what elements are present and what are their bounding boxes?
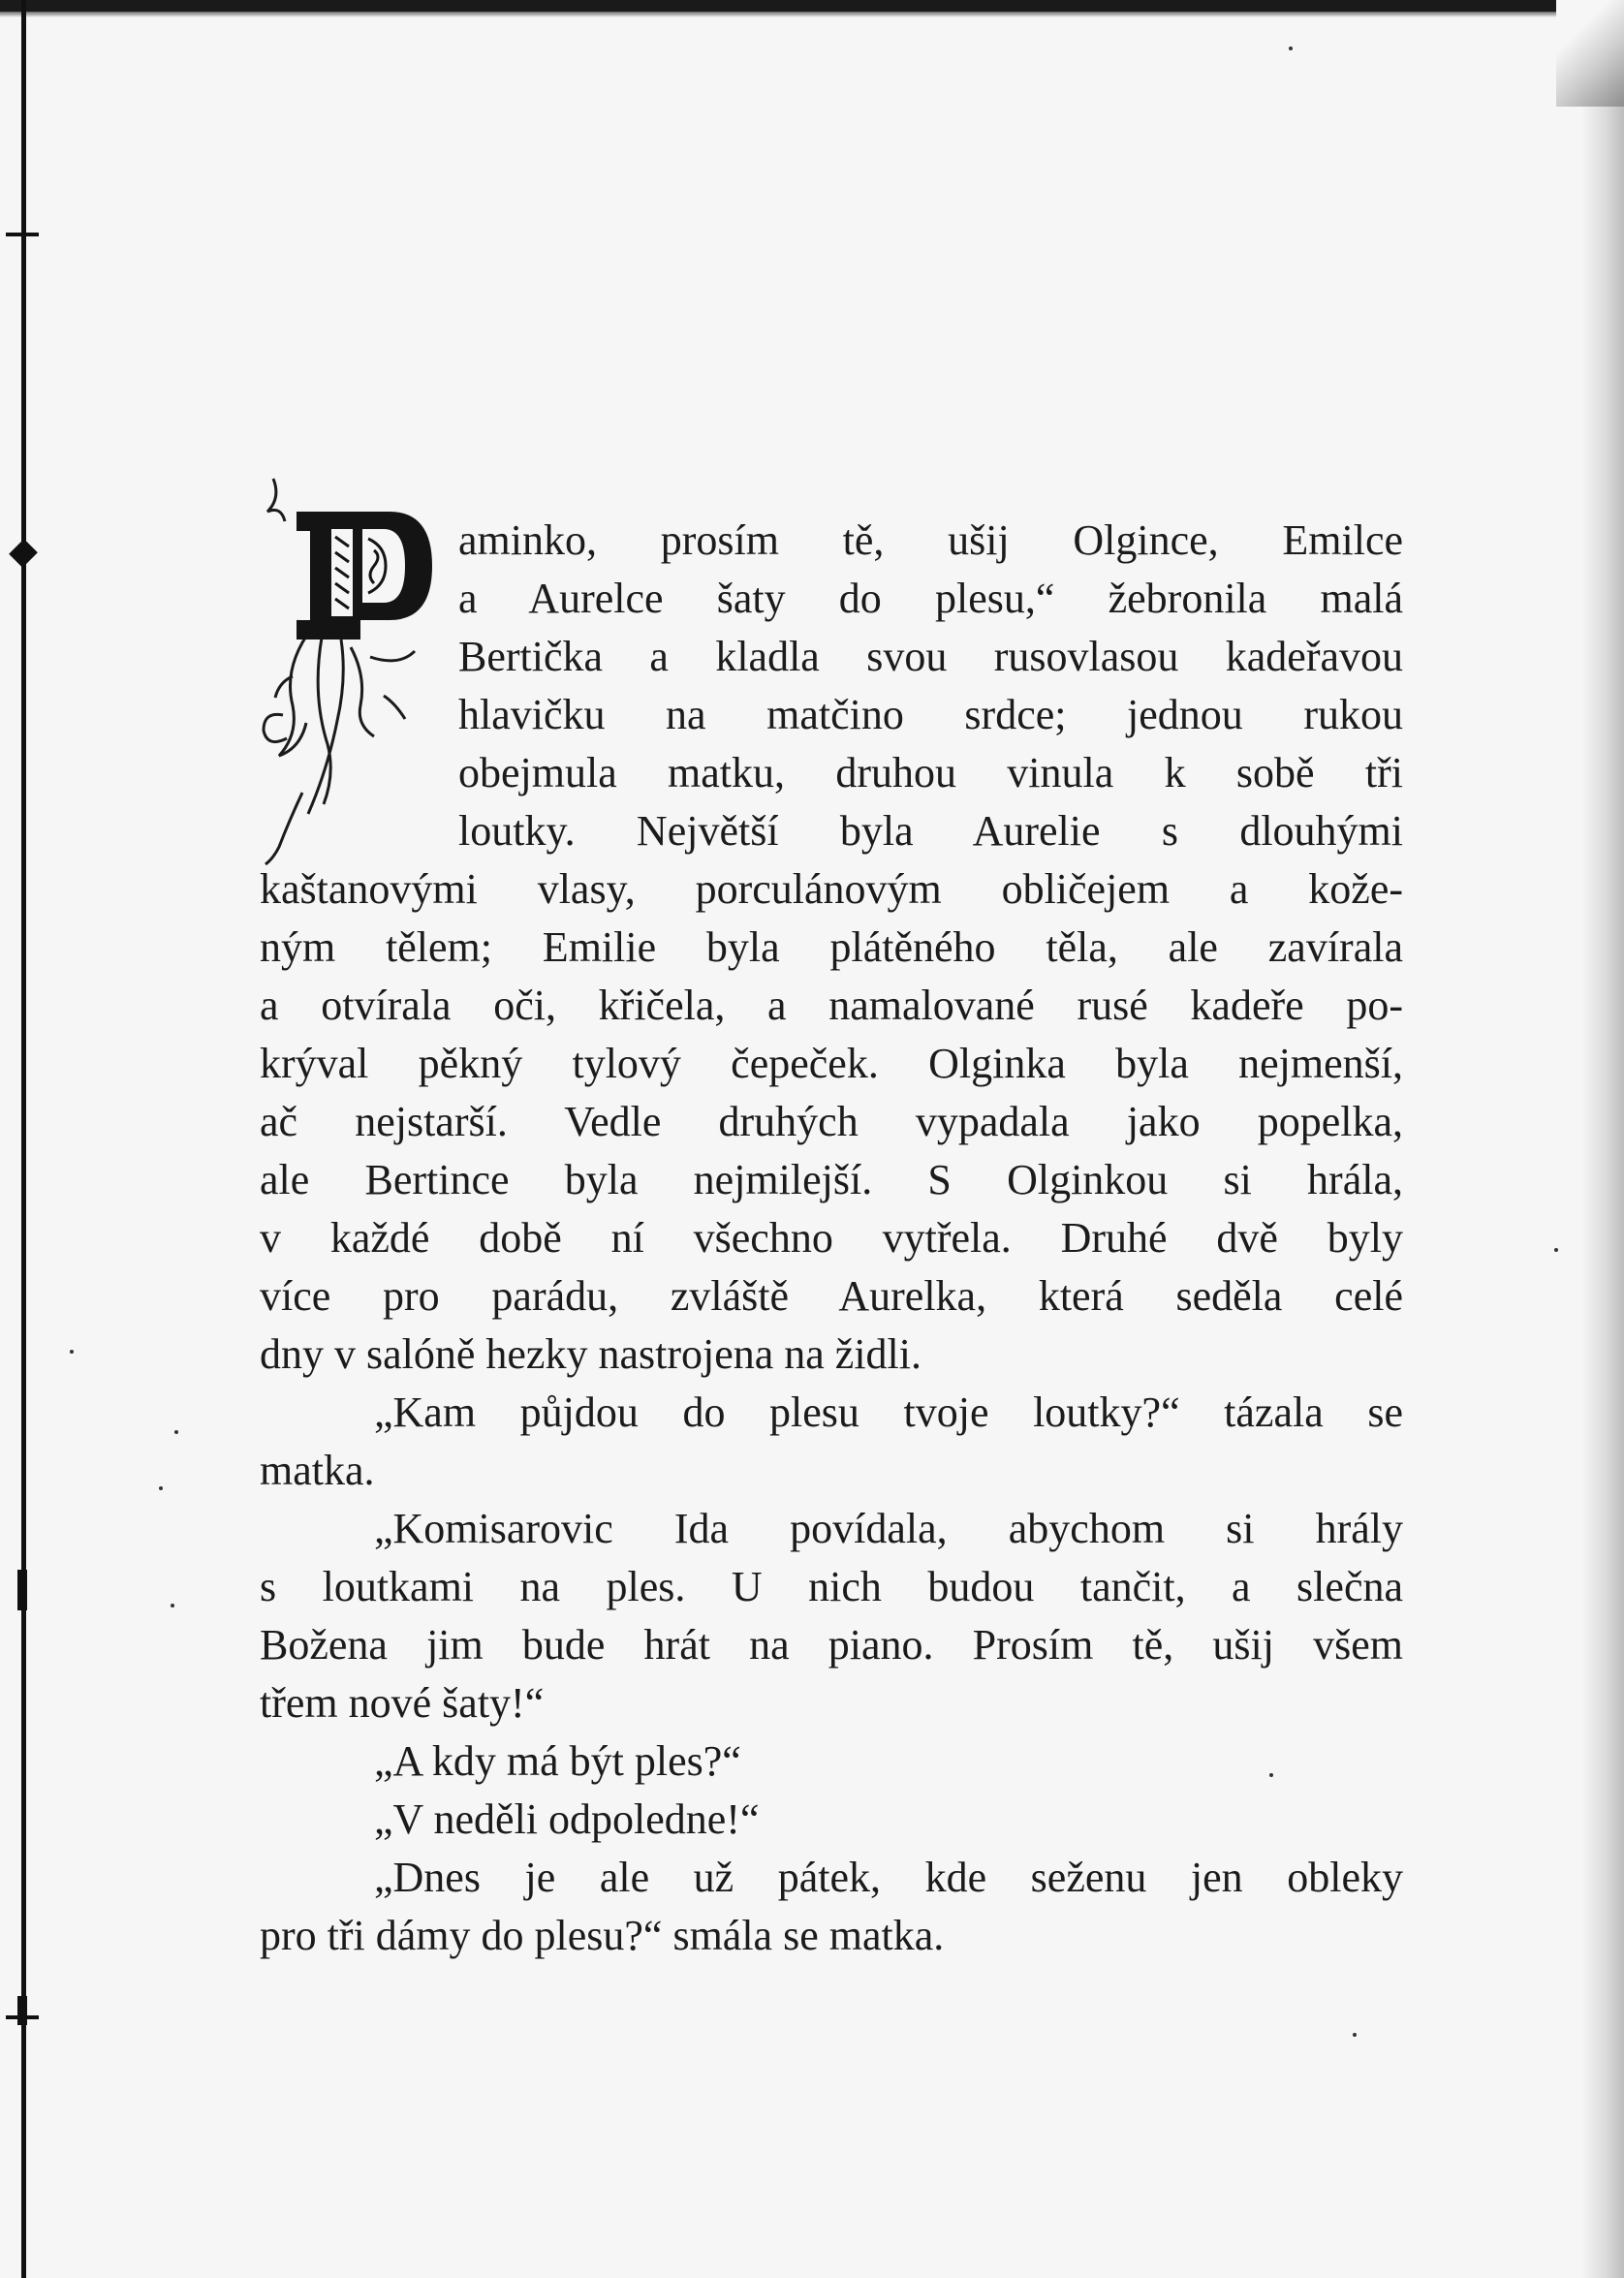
text-line: „Komisarovic Ida povídala, abychom si hrály: [374, 1505, 1403, 1552]
binding-mark: [9, 539, 38, 568]
text-line: ač nejstarší. Vedle druhých vypadala jako popelka,: [260, 1098, 1403, 1145]
text-line: „V neděli odpoledne!“: [374, 1795, 760, 1843]
speck: [171, 1604, 174, 1607]
text-line: obejmula matku, druhou vinula k sobě tři: [458, 749, 1403, 796]
text-line: Bertička a kladla svou rusovlasou kadeřavou: [458, 633, 1403, 680]
page-top-edge: [0, 0, 1624, 12]
text-line: ale Bertince byla nejmilejší. S Olginkou si hrála,: [260, 1156, 1403, 1203]
text-line: matka.: [260, 1447, 375, 1494]
text-line: v každé době ní všechno vytřela. Druhé dvě byly: [260, 1214, 1403, 1262]
text-line: a otvírala oči, křičela, a namalované rusé kadeře po-: [260, 982, 1403, 1029]
binding-mark: [17, 1570, 27, 1610]
text-line: s loutkami na ples. U nich budou tančit, a slečna: [260, 1563, 1403, 1610]
binding-mark: [6, 233, 39, 236]
page-corner-curl: [1556, 0, 1624, 107]
binding-edge-line: [21, 0, 26, 2278]
text-line: „Kam půjdou do plesu tvoje loutky?“ tázala se: [374, 1389, 1403, 1436]
speck: [174, 1430, 178, 1434]
speck: [1353, 2033, 1357, 2037]
text-line: „Dnes je ale už pátek, kde seženu jen obleky: [374, 1854, 1403, 1901]
speck: [159, 1486, 163, 1490]
text-line: aminko, prosím tě, ušij Olgince, Emilce: [458, 516, 1403, 564]
text-line: více pro parádu, zvláště Aurelka, která seděla celé: [260, 1272, 1403, 1320]
text-line: krýval pěkný tylový čepeček. Olginka byla nejmenší,: [260, 1040, 1403, 1087]
text-line: a Aurelce šaty do plesu,“ žebronila malá: [458, 575, 1403, 622]
text-line: pro tři dámy do plesu?“ smála se matka.: [260, 1912, 945, 1959]
text-line: dny v salóně hezky nastrojena na židli.: [260, 1330, 922, 1378]
text-line: třem nové šaty!“: [260, 1679, 545, 1727]
page-top-shadow: [0, 12, 1624, 17]
text-line: hlavičku na matčino srdce; jednou rukou: [458, 691, 1403, 738]
text-line: ným tělem; Emilie byla plátěného těla, ale zavírala: [260, 923, 1403, 971]
speck: [1554, 1248, 1558, 1252]
speck: [1289, 47, 1293, 50]
text-line: Božena jim bude hrát na piano. Prosím tě, ušij všem: [260, 1621, 1403, 1669]
binding-mark: [17, 1996, 27, 2025]
text-line: loutky. Největší byla Aurelie s dlouhými: [458, 807, 1403, 855]
text-line: „A kdy má být ples?“: [374, 1737, 741, 1785]
text-line: kaštanovými vlasy, porculánovým obličejem a kože-: [260, 865, 1403, 913]
speck: [70, 1350, 74, 1354]
page-right-shadow: [1581, 0, 1624, 2278]
body-text: [260, 512, 1403, 1965]
